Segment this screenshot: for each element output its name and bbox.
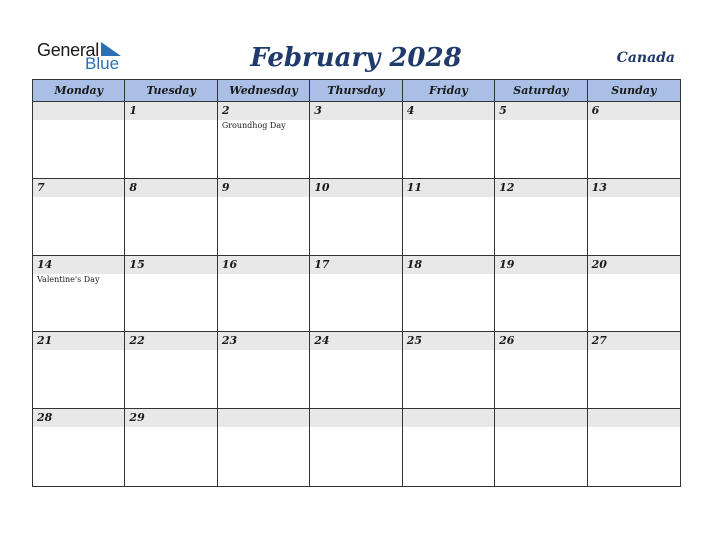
day-header-bar xyxy=(125,332,216,350)
day-header-bar xyxy=(33,256,124,274)
day-number: 12 xyxy=(499,180,515,194)
day-header-bar xyxy=(218,102,309,120)
calendar-day-cell xyxy=(125,409,217,486)
day-number: 14 xyxy=(37,257,53,271)
day-number: 10 xyxy=(314,180,330,194)
day-header-bar xyxy=(588,332,680,350)
weekday-header-wednesday: Wednesday xyxy=(218,80,310,102)
calendar-day-cell xyxy=(33,409,125,486)
calendar-day-cell xyxy=(310,332,402,409)
day-number: 17 xyxy=(314,257,330,271)
calendar-day-cell xyxy=(310,409,402,486)
calendar-day-cell xyxy=(218,409,310,486)
day-number: 1 xyxy=(129,104,138,117)
holiday-label: Valentine's Day xyxy=(37,274,100,284)
day-header-bar xyxy=(495,256,586,274)
day-number: 24 xyxy=(314,334,330,348)
calendar-day-cell xyxy=(310,179,402,256)
day-header-bar xyxy=(33,102,124,120)
calendar-day-cell xyxy=(218,332,310,409)
weekday-header-sunday: Sunday xyxy=(588,80,680,102)
day-header-bar xyxy=(495,409,586,427)
day-header-bar xyxy=(310,332,401,350)
calendar-day-cell xyxy=(33,102,125,179)
day-number: 28 xyxy=(37,411,53,425)
day-header-bar xyxy=(403,102,494,120)
day-header-bar xyxy=(403,256,494,274)
weekday-header-friday: Friday xyxy=(403,80,495,102)
day-header-bar xyxy=(218,409,309,427)
day-number: 22 xyxy=(129,334,145,348)
day-header-bar xyxy=(125,179,216,197)
day-header-bar xyxy=(588,256,680,274)
calendar-day-cell xyxy=(495,409,587,486)
day-header-bar xyxy=(310,409,401,427)
day-header-bar xyxy=(310,256,401,274)
day-number: 16 xyxy=(221,257,238,271)
day-header-bar xyxy=(495,332,586,350)
calendar-day-cell xyxy=(403,332,495,409)
weekday-header-thursday: Thursday xyxy=(310,80,402,102)
calendar-day-cell xyxy=(403,179,495,256)
weekday-header-tuesday: Tuesday xyxy=(125,80,217,102)
calendar-day-cell xyxy=(33,256,125,333)
day-number: 6 xyxy=(591,104,600,117)
day-header-bar xyxy=(218,179,309,197)
country-label: Canada xyxy=(616,50,675,66)
day-number: 27 xyxy=(591,334,607,348)
calendar-day-cell xyxy=(495,332,587,409)
day-number: 18 xyxy=(406,257,423,271)
day-number: 29 xyxy=(129,411,145,425)
calendar-grid xyxy=(32,79,681,487)
calendar-day-cell xyxy=(403,256,495,333)
day-header-bar xyxy=(495,179,586,197)
day-header-bar xyxy=(588,179,680,197)
calendar-day-cell xyxy=(495,179,587,256)
calendar-day-cell xyxy=(403,409,495,486)
day-header-bar xyxy=(310,179,401,197)
day-number: 2 xyxy=(221,104,230,117)
calendar-day-cell xyxy=(33,332,125,409)
calendar-day-cell xyxy=(495,102,587,179)
day-header-bar xyxy=(218,256,309,274)
calendar-day-cell xyxy=(588,332,680,409)
day-header-bar xyxy=(125,256,216,274)
calendar-day-cell xyxy=(588,409,680,486)
day-header-bar xyxy=(403,332,494,350)
day-number: 4 xyxy=(406,104,415,117)
calendar-day-cell xyxy=(33,179,125,256)
calendar-day-cell xyxy=(125,332,217,409)
holiday-label: Groundhog Day xyxy=(221,121,286,130)
day-number: 3 xyxy=(314,104,322,117)
day-number: 23 xyxy=(221,334,238,348)
calendar-day-cell xyxy=(310,102,402,179)
calendar-day-cell xyxy=(588,179,680,256)
calendar-day-cell xyxy=(588,102,680,179)
day-number: 25 xyxy=(406,334,423,348)
day-header-bar xyxy=(495,102,586,120)
logo-text-general: General xyxy=(37,40,99,60)
day-number: 20 xyxy=(591,257,607,271)
day-header-bar xyxy=(588,102,680,120)
day-number: 9 xyxy=(221,180,230,194)
calendar-title: February 2028 xyxy=(250,43,462,73)
weekday-header-saturday: Saturday xyxy=(495,80,587,102)
day-number: 11 xyxy=(406,180,423,194)
calendar-day-cell xyxy=(495,256,587,333)
day-header-bar xyxy=(125,102,216,120)
day-number: 19 xyxy=(499,257,515,271)
weekday-header-monday: Monday xyxy=(33,80,125,102)
day-header-bar xyxy=(125,409,216,427)
day-number: 21 xyxy=(37,334,53,348)
calendar-day-cell xyxy=(218,179,310,256)
calendar-day-cell xyxy=(125,102,217,179)
day-header-bar xyxy=(218,332,309,350)
day-header-bar xyxy=(403,179,494,197)
calendar-day-cell xyxy=(588,256,680,333)
logo-text-blue: Blue xyxy=(85,54,120,73)
calendar-day-cell xyxy=(218,102,310,179)
day-number: 26 xyxy=(499,334,515,348)
day-number: 8 xyxy=(129,180,138,194)
calendar-day-cell xyxy=(218,256,310,333)
day-number: 13 xyxy=(591,180,607,194)
calendar-day-cell xyxy=(125,256,217,333)
day-header-bar xyxy=(310,102,401,120)
day-header-bar xyxy=(33,409,124,427)
day-number: 15 xyxy=(129,257,145,271)
calendar-day-cell xyxy=(403,102,495,179)
calendar-day-cell xyxy=(310,256,402,333)
day-header-bar xyxy=(33,179,124,197)
calendar-day-cell xyxy=(125,179,217,256)
day-header-bar xyxy=(403,409,494,427)
day-header-bar xyxy=(33,332,124,350)
day-header-bar xyxy=(588,409,680,427)
day-number: 5 xyxy=(499,104,507,117)
day-number: 7 xyxy=(37,180,45,194)
